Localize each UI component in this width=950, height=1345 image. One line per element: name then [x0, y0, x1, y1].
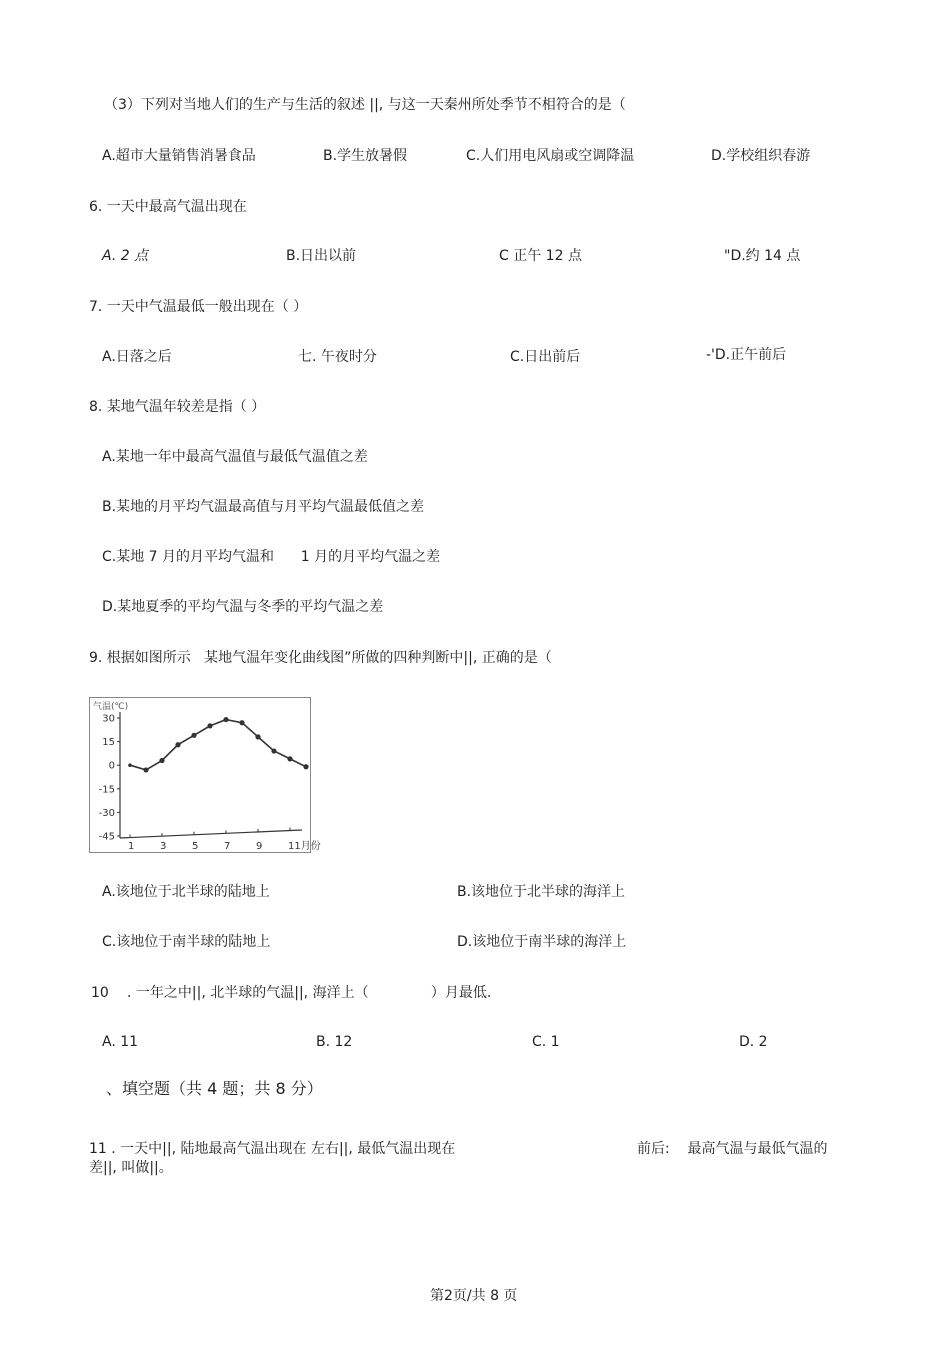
chart-y-tick-label: 15: [102, 737, 115, 749]
q8-option-b: B.某地的月平均气温最高值与月平均气温最低值之差: [102, 499, 425, 515]
chart-data-point: [128, 763, 132, 767]
q10-option-a: A. 11: [102, 1034, 139, 1050]
q11-text-part3: 差||, 叫做||。: [89, 1160, 173, 1176]
q7-option-c: C.日出前后: [510, 349, 581, 365]
q5-3-option-b: B.学生放暑假: [323, 148, 408, 164]
chart-y-tick-label: -30: [98, 807, 115, 819]
chart-y-tick-label: 0: [108, 760, 115, 772]
q9-option-c: C.该地位于南半球的陆地上: [102, 934, 271, 950]
q7-option-a: A.日落之后: [102, 349, 172, 365]
q11-text-part1: 11 . 一天中||, 陆地最高气温出现在 左右||, 最低气温出现在: [89, 1141, 456, 1157]
chart-x-tick-label: 5: [192, 841, 199, 852]
q10-stem: . 一年之中||, 北半球的气温||, 海洋上（ ）月最低.: [127, 985, 492, 1001]
page-footer: 第2页/共 8 页: [430, 1288, 518, 1304]
chart-data-point: [255, 734, 260, 739]
q7-stem: 7. 一天中气温最低一般出现在（ ）: [89, 299, 308, 315]
q6-option-d: "D.约 14 点: [724, 248, 801, 264]
chart-x-tick-label: 3: [160, 841, 167, 852]
q10-number: 10: [91, 985, 109, 1001]
chart-y-label: 气温(℃): [93, 702, 129, 712]
chart-y-tick-label: 30: [102, 713, 115, 725]
q5-3-option-a: A.超市大量销售消暑食品: [102, 148, 256, 164]
q7-option-d: -'D.正午前后: [706, 347, 787, 363]
q8-option-d: D.某地夏季的平均气温与冬季的平均气温之差: [102, 599, 384, 615]
chart-data-point: [271, 748, 276, 753]
q9-stem: 9. 根据如图所示 某地气温年变化曲线图”所做的四种判断中||, 正确的是（: [89, 650, 552, 666]
chart-data-point: [207, 723, 212, 728]
q10-option-b: B. 12: [316, 1034, 353, 1050]
q5-3-option-d: D.学校组织春游: [711, 148, 811, 164]
q7-option-b: 七. 午夜时分: [298, 349, 377, 365]
chart-data-point: [191, 733, 196, 738]
q8-option-a: A.某地一年中最高气温值与最低气温值之差: [102, 449, 368, 465]
temperature-annual-chart: [89, 697, 321, 853]
q8-option-c: C.某地 7 月的月平均气温和 1 月的月平均气温之差: [102, 549, 441, 565]
chart-x-tick-label: 7: [224, 841, 231, 852]
q6-option-b: B.日出以前: [286, 248, 357, 264]
chart-x-axis: [120, 830, 302, 838]
chart-data-point: [223, 717, 228, 722]
chart-data-point: [239, 720, 244, 725]
chart-x-tick-label: 11月份: [288, 841, 321, 852]
q5-3-stem: （3）下列对当地人们的生产与生活的叙述 ||, 与这一天秦州所处季节不相符合的是（: [104, 97, 626, 113]
q8-stem: 8. 某地气温年较差是指（ ）: [89, 399, 266, 415]
chart-y-tick-label: -15: [98, 784, 115, 796]
chart-series-line: [130, 720, 306, 770]
q10-option-d: D. 2: [739, 1034, 768, 1050]
q11-text-part2: 前后: 最高气温与最低气温的: [637, 1141, 828, 1157]
q9-option-b: B.该地位于北半球的海洋上: [457, 884, 626, 900]
q6-stem: 6. 一天中最高气温出现在: [89, 199, 247, 215]
section-title: 、填空题（共 4 题；共 8 分）: [106, 1079, 323, 1098]
q6-option-c: C 正午 12 点: [499, 248, 582, 264]
chart-x-tick-label: 1: [128, 841, 135, 852]
q10-option-c: C. 1: [532, 1034, 560, 1050]
chart-data-point: [287, 756, 292, 761]
q9-option-d: D.该地位于南半球的海洋上: [457, 934, 627, 950]
chart-data-point: [159, 758, 164, 763]
chart-data-point: [303, 764, 308, 769]
chart-data-point: [175, 742, 180, 747]
q5-3-option-c: C.人们用电风扇或空调降温: [466, 148, 635, 164]
q6-option-a: A. 2 点: [102, 248, 149, 264]
chart-svg: [90, 698, 321, 852]
chart-data-point: [143, 767, 148, 772]
chart-x-tick-label: 9: [256, 841, 263, 852]
q9-option-a: A.该地位于北半球的陆地上: [102, 884, 270, 900]
chart-y-tick-label: -45: [98, 831, 115, 843]
